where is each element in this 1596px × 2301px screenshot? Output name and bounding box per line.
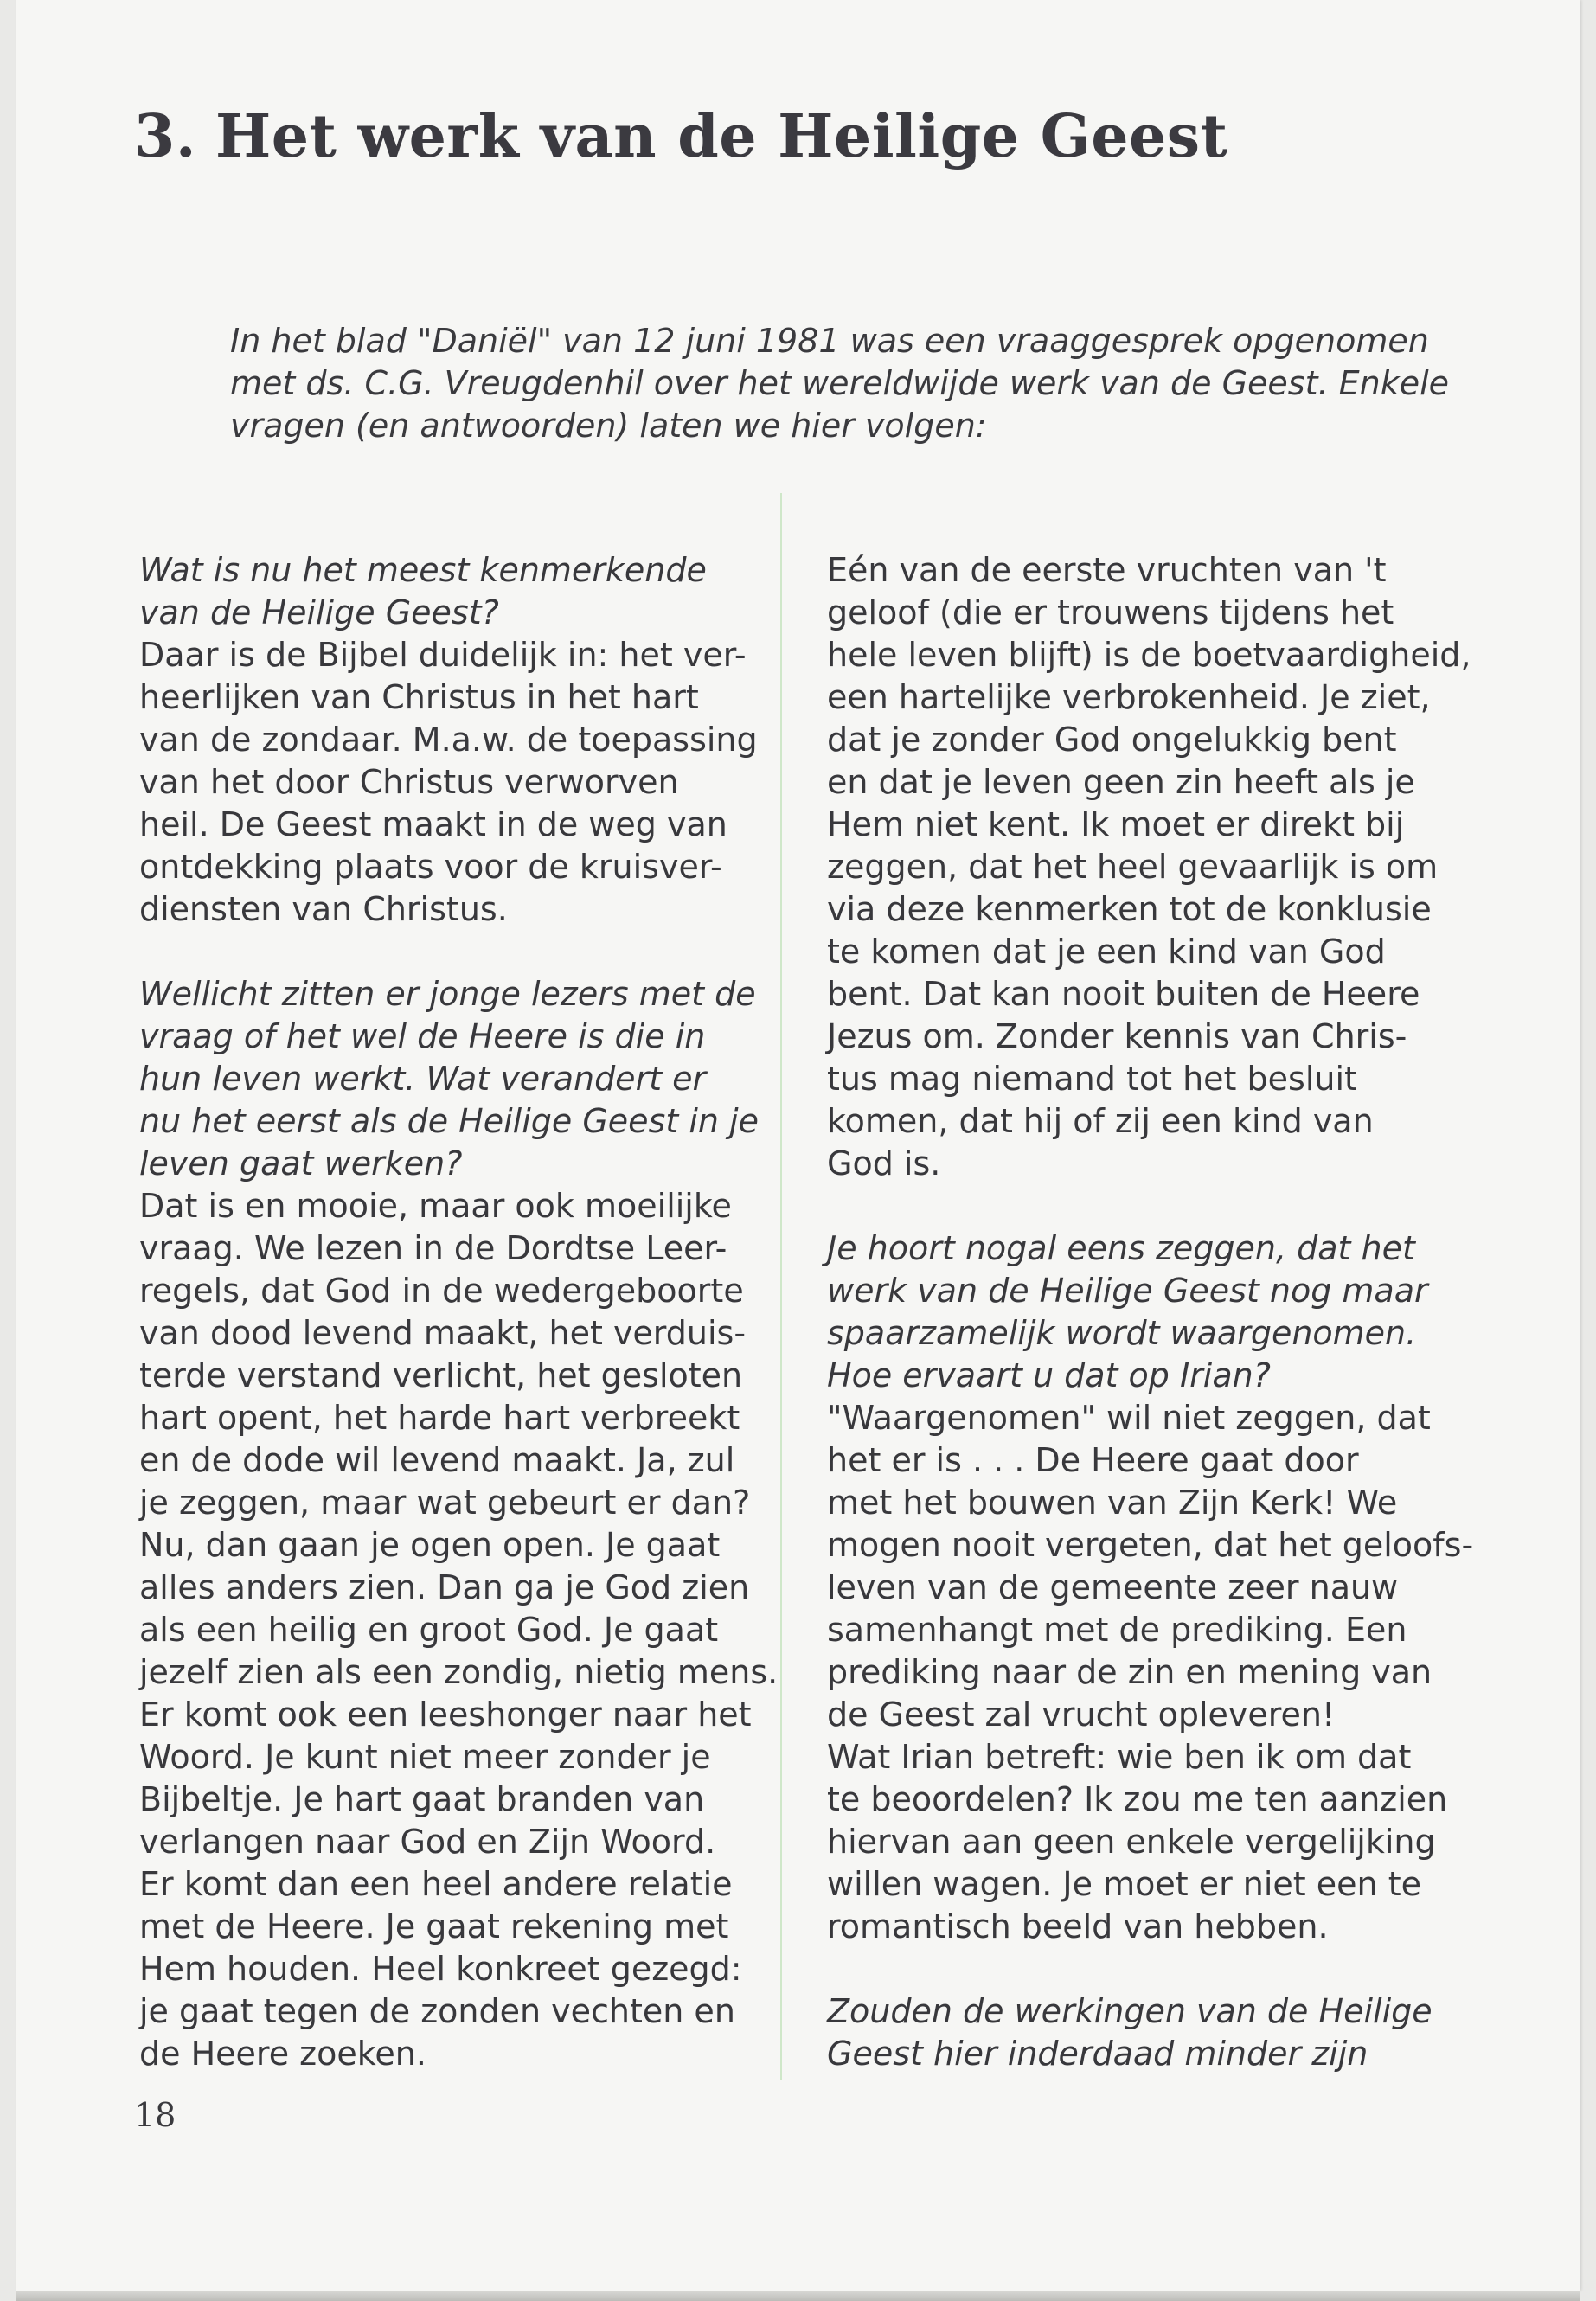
paragraph-gap (827, 1185, 1484, 1227)
text-line: Hem houden. Heel konkreet gezegd: (139, 1950, 742, 1988)
text-line: en dat je leven geen zin heeft als je (827, 763, 1415, 801)
question-3 (827, 1227, 1484, 1397)
text-line: Bijbeltje. Je hart gaat branden van (139, 1780, 705, 1818)
text-line: de Geest zal vrucht opleveren! (827, 1695, 1336, 1734)
text-line: bent. Dat kan nooit buiten de Heere (827, 975, 1420, 1013)
text-line: Jezus om. Zonder kennis van Chris- (827, 1017, 1407, 1055)
text-line: Zouden de werkingen van de Heilige (827, 1992, 1433, 2030)
text-line: Er komt dan een heel andere relatie (139, 1865, 733, 1903)
text-line: Nu, dan gaan je ogen open. Je gaat (139, 1526, 721, 1564)
answer-2 (139, 1185, 779, 2075)
text-line: heerlijken van Christus in het hart (139, 678, 699, 716)
text-line: Daar is de Bijbel duidelijk in: het ver- (139, 636, 747, 674)
text-line: willen wagen. Je moet er niet een te (827, 1865, 1421, 1903)
text-line: heil. De Geest maakt in de weg van (139, 805, 727, 843)
text-line: Wat is nu het meest kenmerkende (139, 551, 707, 589)
chapter-title: Het werk van de Heilige Geest (215, 102, 1228, 171)
text-line: God is. (827, 1144, 941, 1183)
text-line: tus mag niemand tot het besluit (827, 1060, 1357, 1098)
text-line: Eén van de eerste vruchten van 't (827, 551, 1387, 589)
text-line: van de zondaar. M.a.w. de toepassing (139, 721, 758, 759)
text-line: het er is . . . De Heere gaat door (827, 1441, 1359, 1479)
question-2 (139, 973, 762, 1185)
text-line: nu het eerst als de Heilige Geest in je (139, 1102, 759, 1140)
text-line: prediking naar de zin en mening van (827, 1653, 1433, 1691)
text-line: mogen nooit vergeten, dat het geloofs- (827, 1526, 1474, 1564)
text-line: komen, dat hij of zij een kind van (827, 1102, 1374, 1140)
text-line: diensten van Christus. (139, 890, 508, 928)
text-line: terde verstand verlicht, het gesloten (139, 1356, 743, 1394)
text-line: leven gaat werken? (139, 1144, 463, 1183)
text-line: Hem niet kent. Ik moet er direkt bij (827, 805, 1405, 843)
intro-line: In het blad "Daniël" van 12 juni 1981 was een vraaggesprek opgenomen (230, 322, 1429, 360)
paragraph-gap (827, 1948, 1484, 1990)
text-line: te beoordelen? Ik zou me ten aanzien (827, 1780, 1448, 1818)
text-line: met de Heere. Je gaat rekening met (139, 1907, 729, 1945)
text-line: een hartelijke verbrokenheid. Je ziet, (827, 678, 1431, 716)
text-line: je zeggen, maar wat gebeurt er dan? (139, 1484, 751, 1522)
text-line: hele leven blijft) is de boetvaardigheid, (827, 636, 1471, 674)
text-line: te komen dat je een kind van God (827, 933, 1386, 971)
text-line: verlangen naar God en Zijn Woord. (139, 1823, 716, 1861)
question-1 (139, 549, 762, 634)
text-line: ontdekking plaats voor de kruisver- (139, 848, 722, 886)
text-line: de Heere zoeken. (139, 2035, 426, 2073)
text-line: romantisch beeld van hebben. (827, 1907, 1329, 1945)
text-line: samenhangt met de prediking. Een (827, 1611, 1407, 1649)
text-line: hun leven werkt. Wat verandert er (139, 1060, 707, 1098)
answer-3 (827, 1397, 1484, 1948)
text-line: "Waargenomen" wil niet zeggen, dat (827, 1399, 1431, 1437)
page (16, 0, 1580, 2291)
page-number: 18 (134, 2096, 176, 2134)
text-line: Geest hier inderdaad minder zijn (827, 2035, 1368, 2073)
text-line: van de Heilige Geest? (139, 593, 499, 631)
text-line: hiervan aan geen enkele vergelijking (827, 1823, 1436, 1861)
text-line: alles anders zien. Dan ga je God zien (139, 1568, 750, 1606)
text-line: geloof (die er trouwens tijdens het (827, 593, 1394, 631)
text-line: Woord. Je kunt niet meer zonder je (139, 1738, 711, 1776)
text-line: spaarzamelijk wordt waargenomen. (827, 1314, 1417, 1352)
text-line: Dat is en mooie, maar ook moeilijke (139, 1187, 732, 1225)
page-edge (16, 2291, 1580, 2301)
text-line: met het bouwen van Zijn Kerk! We (827, 1484, 1398, 1522)
paragraph-gap (139, 931, 762, 973)
text-line: Hoe ervaart u dat op Irian? (827, 1356, 1271, 1394)
chapter-number: 3. (134, 102, 196, 171)
text-line: leven van de gemeente zeer nauw (827, 1568, 1399, 1606)
answer-1 (139, 634, 762, 931)
answer-2-continued (827, 549, 1484, 1185)
text-line: hart opent, het harde hart verbreekt (139, 1399, 740, 1437)
right-column (827, 549, 1484, 2075)
text-line: Wellicht zitten er jonge lezers met de (139, 975, 756, 1013)
intro-line: vragen (en antwoorden) laten we hier volgen: (230, 407, 987, 445)
text-line: als een heilig en groot God. Je gaat (139, 1611, 719, 1649)
intro-line: met ds. C.G. Vreugdenhil over het wereldwijde werk van de Geest. Enkele (230, 364, 1450, 402)
text-line: Je hoort nogal eens zeggen, dat het (827, 1229, 1415, 1267)
text-line: dat je zonder God ongelukkig bent (827, 721, 1397, 759)
text-line: jezelf zien als een zondig, nietig mens. (139, 1653, 779, 1691)
chapter-heading (134, 102, 1227, 171)
text-line: je gaat tegen de zonden vechten en (139, 1992, 735, 2030)
text-line: vraag of het wel de Heere is die in (139, 1017, 706, 1055)
text-line: Er komt ook een leeshonger naar het (139, 1695, 752, 1734)
question-4 (827, 1990, 1484, 2075)
intro-paragraph (230, 320, 1458, 447)
text-line: Wat Irian betreft: wie ben ik om dat (827, 1738, 1412, 1776)
text-line: van dood levend maakt, het verduis- (139, 1314, 747, 1352)
text-line: regels, dat God in de wedergeboorte (139, 1272, 744, 1310)
text-line: werk van de Heilige Geest nog maar (827, 1272, 1428, 1310)
text-line: van het door Christus verworven (139, 763, 679, 801)
text-line: vraag. We lezen in de Dordtse Leer- (139, 1229, 727, 1267)
column-divider (780, 493, 782, 2080)
left-column (139, 549, 779, 2075)
text-line: en de dode wil levend maakt. Ja, zul (139, 1441, 735, 1479)
text-line: zeggen, dat het heel gevaarlijk is om (827, 848, 1439, 886)
text-line: via deze kenmerken tot de konklusie (827, 890, 1432, 928)
